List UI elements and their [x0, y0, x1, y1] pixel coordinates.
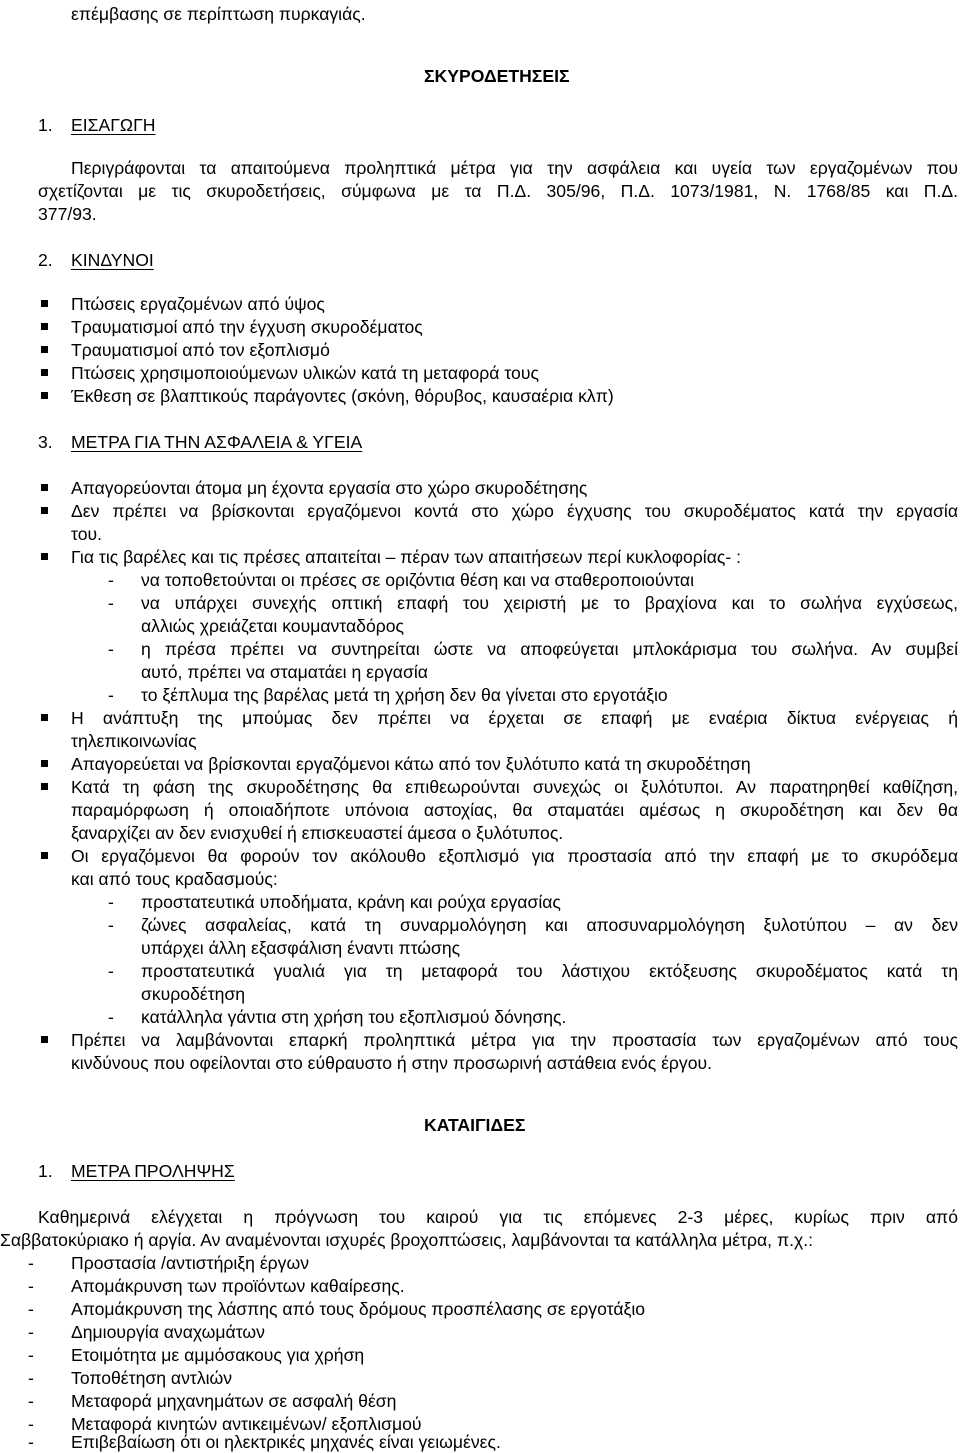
hazard-item: Τραυματισμοί από την έγχυση σκυροδέματος	[71, 317, 423, 337]
bullet-icon	[41, 346, 48, 353]
storms-paragraph-line-2: Σαββατοκύριακο ή αργία. Αν αναμένονται ισχυρές βροχοπτώσεις, λαμβάνονται τα κατάλληλα μέτρα, π.χ.:	[0, 1230, 813, 1250]
dash-marker: -	[28, 1345, 34, 1365]
storm-measure-item: Επιβεβαίωση ότι οι ηλεκτρικές μηχανές είναι γειωμένες.	[71, 1432, 501, 1452]
bullet-icon	[41, 553, 48, 560]
measure-item-continuation: παραμόρφωση ή οποιαδήποτε υπόνοια αστοχίας, θα σταματάει αμέσως η σκυροδέτηση και δεν θα	[71, 800, 958, 820]
measure-item: Κατά τη φάση της σκυροδέτησης θα επιθεωρούνται συνεχώς οι ξυλότυποι. Αν παρατηρηθεί καθίζηση,	[71, 777, 958, 797]
storm-measure-item: Απομάκρυνση των προϊόντων καθαίρεσης.	[71, 1276, 405, 1296]
bullet-icon	[41, 760, 48, 767]
intro-paragraph-line-2: σχετίζονται με τις σκυροδετήσεις, σύμφωνα με τα Π.Δ. 305/96, Π.Δ. 1073/1981, Ν. 1768/85 και Π.Δ.	[38, 181, 958, 201]
sub-item: κατάλληλα γάντια στη χρήση του εξοπλισμού δόνησης.	[141, 1007, 567, 1027]
heading-number-measures: 3.	[38, 432, 53, 452]
dash-marker: -	[108, 961, 114, 981]
storm-measure-item: Προστασία /αντιστήριξη έργων	[71, 1253, 310, 1273]
measure-item: Για τις βαρέλες και τις πρέσες απαιτείται – πέραν των απαιτήσεων περί κυκλοφορίας- :	[71, 547, 741, 567]
intro-paragraph-line-3: 377/93.	[38, 204, 97, 224]
dash-marker: -	[108, 915, 114, 935]
heading-number-hazards: 2.	[38, 250, 53, 270]
sub-item: προστατευτικά γυαλιά για τη μεταφορά του λάστιχου εκτόξευσης σκυροδέματος κατά τη	[141, 961, 958, 981]
measure-item: Η ανάπτυξη της μπούμας δεν πρέπει να έρχεται σε επαφή με εναέρια δίκτυα ενέργειας ή	[71, 708, 958, 728]
storm-measure-item: Τοποθέτηση αντλιών	[71, 1368, 233, 1388]
bullet-icon	[41, 484, 48, 491]
storm-measure-item: Μεταφορά κινητών αντικειμένων/ εξοπλισμού	[71, 1414, 422, 1434]
heading-hazards: ΚΙΝΔΥΝΟΙ	[71, 250, 154, 270]
sub-item-continuation: αυτό, πρέπει να σταματάει η εργασία	[141, 662, 428, 682]
sub-item: προστατευτικά υποδήματα, κράνη και ρούχα εργασίας	[141, 892, 561, 912]
heading-intro: ΕΙΣΑΓΩΓΗ	[71, 115, 156, 135]
section-title-concreting: ΣΚΥΡΟΔΕΤΗΣΕΙΣ	[424, 66, 570, 86]
sub-item: να υπάρχει συνεχής οπτική επαφή του χειριστή με το βραχίονα και το σωλήνα εγχύσεως,	[141, 593, 958, 613]
intro-paragraph-line-1: Περιγράφονται τα απαιτούμενα προληπτικά μέτρα για την ασφάλεια και υγεία των εργαζομένων που	[71, 158, 958, 178]
dash-marker: -	[28, 1276, 34, 1296]
bullet-icon	[41, 507, 48, 514]
bullet-icon	[41, 852, 48, 859]
bullet-icon	[41, 300, 48, 307]
sub-item: η πρέσα πρέπει να συντηρείται ώστε να αποφεύγεται μπλοκάρισμα του σωλήνα. Αν συμβεί	[141, 639, 958, 659]
measure-item-continuation: και από τους κραδασμούς:	[71, 869, 278, 889]
sub-item-continuation: υπάρχει άλλη εξασφάλιση έναντι πτώσης	[141, 938, 461, 958]
measure-item: Δεν πρέπει να βρίσκονται εργαζόμενοι κοντά στο χώρο έγχυσης του σκυροδέματος κατά την εργασία	[71, 501, 958, 521]
dash-marker: -	[28, 1322, 34, 1342]
storm-measure-item: Απομάκρυνση της λάσπης από τους δρόμους προσπέλασης σε εργοτάξιο	[71, 1299, 646, 1319]
measure-item: Πρέπει να λαμβάνονται επαρκή προληπτικά μέτρα για την προστασία των εργαζομένων από τους	[71, 1030, 958, 1050]
dash-marker: -	[108, 593, 114, 613]
bullet-icon	[41, 714, 48, 721]
dash-marker: -	[108, 685, 114, 705]
measure-item-continuation: ξαναρχίζει αν δεν ενισχυθεί ή επισκευαστεί άμεσα ο ξυλότυπος.	[71, 823, 564, 843]
dash-marker: -	[28, 1432, 34, 1452]
heading-number-prevention: 1.	[38, 1161, 53, 1181]
bullet-icon	[41, 369, 48, 376]
heading-measures: ΜΕΤΡΑ ΓΙΑ ΤΗΝ ΑΣΦΑΛΕΙΑ & ΥΓΕΙΑ	[71, 432, 363, 452]
continuation-text: επέμβασης σε περίπτωση πυρκαγιάς.	[71, 4, 366, 24]
measure-item-continuation: τηλεπικοινωνίας	[71, 731, 197, 751]
hazard-item: Έκθεση σε βλαπτικούς παράγοντες (σκόνη, θόρυβος, καυσαέρια κλπ)	[71, 386, 614, 406]
measure-item: Απαγορεύεται να βρίσκονται εργαζόμενοι κάτω από τον ξυλότυπο κατά τη σκυροδέτηση	[71, 754, 751, 774]
measure-item: Απαγορεύονται άτομα μη έχοντα εργασία στο χώρο σκυροδέτησης	[71, 478, 588, 498]
measure-item-continuation: του.	[71, 524, 102, 544]
measure-item: Οι εργαζόμενοι θα φορούν τον ακόλουθο εξοπλισμό για προστασία από την επαφή με το σκυρόδεμα	[71, 846, 958, 866]
heading-number-intro: 1.	[38, 115, 53, 135]
hazard-item: Τραυματισμοί από τον εξοπλισμό	[71, 340, 330, 360]
storm-measure-item: Δημιουργία αναχωμάτων	[71, 1322, 265, 1342]
dash-marker: -	[108, 1007, 114, 1027]
bullet-icon	[41, 1036, 48, 1043]
dash-marker: -	[108, 892, 114, 912]
section-title-storms: ΚΑΤΑΙΓΙΔΕΣ	[424, 1115, 526, 1135]
dash-marker: -	[108, 570, 114, 590]
dash-marker: -	[28, 1391, 34, 1411]
storm-measure-item: Μεταφορά μηχανημάτων σε ασφαλή θέση	[71, 1391, 397, 1411]
dash-marker: -	[28, 1414, 34, 1434]
storms-paragraph-line-1: Καθημερινά ελέγχεται η πρόγνωση του καιρού για τις επόμενες 2-3 μέρες, κυρίως πριν από	[38, 1207, 958, 1227]
hazard-item: Πτώσεις χρησιμοποιούμενων υλικών κατά τη μεταφορά τους	[71, 363, 539, 383]
bullet-icon	[41, 392, 48, 399]
hazard-item: Πτώσεις εργαζομένων από ύψος	[71, 294, 325, 314]
sub-item-continuation: σκυροδέτηση	[141, 984, 246, 1004]
bullet-icon	[41, 783, 48, 790]
dash-marker: -	[28, 1299, 34, 1319]
heading-prevention: ΜΕΤΡΑ ΠΡΟΛΗΨΗΣ	[71, 1161, 235, 1181]
dash-marker: -	[28, 1253, 34, 1273]
sub-item: να τοποθετούνται οι πρέσες σε οριζόντια θέση και να σταθεροποιούνται	[141, 570, 695, 590]
sub-item: το ξέπλυμα της βαρέλας μετά τη χρήση δεν θα γίνεται στο εργοτάξιο	[141, 685, 668, 705]
bullet-icon	[41, 323, 48, 330]
dash-marker: -	[108, 639, 114, 659]
measure-item-continuation: κινδύνους που οφείλονται στο εύθραυστο ή στην προσωρινή αστάθεια ενός έργου.	[71, 1053, 713, 1073]
storm-measure-item: Ετοιμότητα με αμμόσακους για χρήση	[71, 1345, 365, 1365]
sub-item: ζώνες ασφαλείας, κατά τη συναρμολόγηση και αποσυναρμολόγηση ξυλοτύπου – αν δεν	[141, 915, 958, 935]
dash-marker: -	[28, 1368, 34, 1388]
sub-item-continuation: αλλιώς χρειάζεται κουμανταδόρος	[141, 616, 405, 636]
